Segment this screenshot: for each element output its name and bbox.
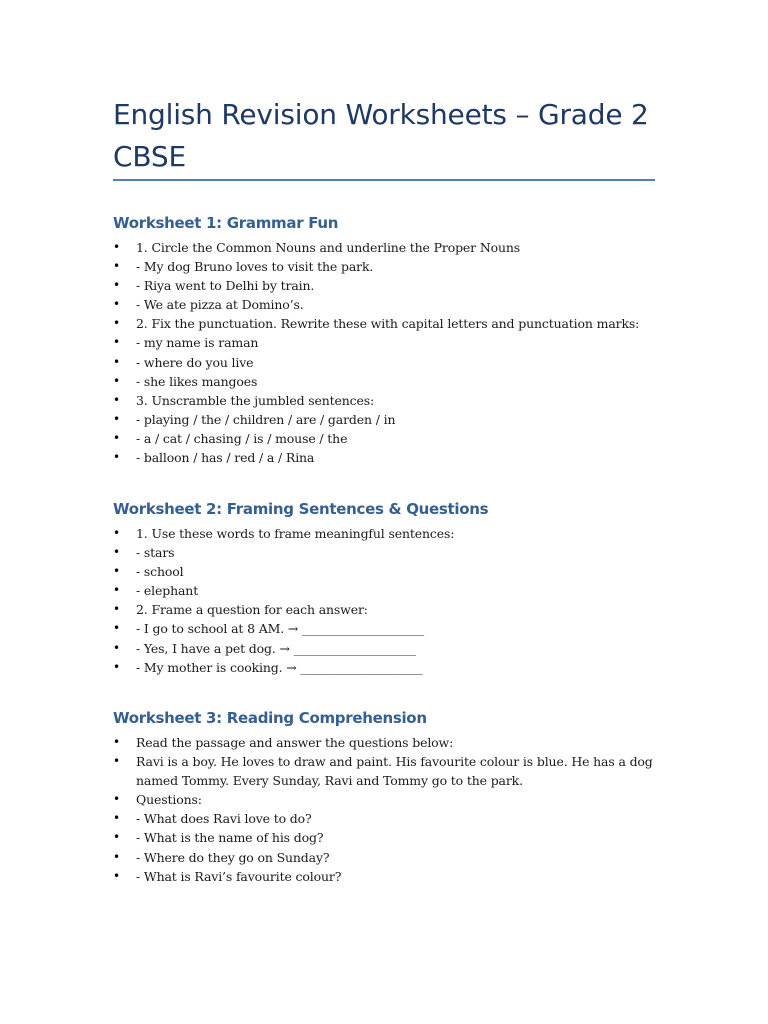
list-item-text: - stars <box>136 545 175 561</box>
list-item-text: - What is the name of his dog? <box>136 830 324 846</box>
list-item-text: - she likes mangoes <box>136 373 258 389</box>
list-item <box>113 238 673 257</box>
list-item-text: - We ate pizza at Domino’s. <box>136 297 304 313</box>
list-item-text: - where do you live <box>136 354 254 370</box>
worksheet-1-section <box>113 212 673 467</box>
list-item-text: Questions: <box>136 792 202 808</box>
bullet-icon: • <box>113 754 120 769</box>
list-item <box>113 733 673 752</box>
bullet-icon: • <box>113 811 120 826</box>
title-divider <box>113 179 655 181</box>
list-item <box>113 848 673 867</box>
list-item-text: - What does Ravi love to do? <box>136 811 312 827</box>
worksheet-2-heading: Worksheet 2: Framing Sentences & Questions <box>113 500 489 518</box>
bullet-icon: • <box>113 278 120 293</box>
worksheet-1-heading: Worksheet 1: Grammar Fun <box>113 214 339 232</box>
list-item-text: - Yes, I have a pet dog. → ____________________ <box>136 640 416 656</box>
list-item-text: - elephant <box>136 583 199 599</box>
bullet-icon: • <box>113 868 120 883</box>
bullet-icon: • <box>113 640 120 655</box>
list-item-text: - Riya went to Delhi by train. <box>136 278 315 294</box>
list-item <box>113 314 673 333</box>
worksheet-3-section <box>113 707 673 886</box>
list-item <box>113 276 673 295</box>
list-item-text: - balloon / has / red / a / Rina <box>136 450 315 466</box>
list-item-text: 1. Circle the Common Nouns and underline the Proper Nouns <box>136 240 521 255</box>
worksheet-2-list <box>113 524 673 677</box>
list-item <box>113 562 673 581</box>
bullet-icon: • <box>113 240 120 254</box>
bullet-icon: • <box>113 373 120 388</box>
bullet-icon: • <box>113 659 120 674</box>
bullet-icon: • <box>113 259 120 274</box>
list-item-text: - I go to school at 8 AM. → ____________________ <box>136 621 425 637</box>
list-item-text: - school <box>136 564 184 580</box>
bullet-icon: • <box>113 526 120 540</box>
list-item-text: 1. Use these words to frame meaningful sentences: <box>136 526 455 541</box>
list-item <box>113 524 673 543</box>
worksheet-2-section <box>113 498 673 677</box>
list-item-text: Ravi is a boy. He loves to draw and paint. His favourite colour is blue. He has a dog named Tommy. Every Sunday, Ravi and Tommy go to the park. <box>136 754 653 789</box>
bullet-icon: • <box>113 297 120 312</box>
list-item <box>113 295 673 314</box>
bullet-icon: • <box>113 830 120 845</box>
list-item-text: 2. Fix the punctuation. Rewrite these with capital letters and punctuation marks: <box>136 316 640 332</box>
list-item <box>113 581 673 600</box>
list-item-text: - playing / the / children / are / garden / in <box>136 411 396 427</box>
worksheet-3-list <box>113 733 673 886</box>
list-item <box>113 809 673 828</box>
bullet-icon: • <box>113 621 120 636</box>
list-item <box>113 372 673 391</box>
list-item <box>113 543 673 562</box>
list-item <box>113 333 673 352</box>
list-item-text: - a / cat / chasing / is / mouse / the <box>136 430 348 446</box>
list-item-text: - What is Ravi’s favourite colour? <box>136 868 342 884</box>
bullet-icon: • <box>113 316 120 331</box>
list-item <box>113 353 673 372</box>
bullet-icon: • <box>113 392 120 407</box>
list-item-text: Read the passage and answer the questions below: <box>136 735 454 750</box>
list-item <box>113 600 673 619</box>
document-title: English Revision Worksheets – Grade 2 CBSE <box>113 98 649 173</box>
list-item <box>113 429 673 448</box>
list-item <box>113 790 673 809</box>
list-item <box>113 619 673 638</box>
list-item <box>113 867 673 886</box>
list-item <box>113 752 673 790</box>
list-item-text: 2. Frame a question for each answer: <box>136 602 368 618</box>
list-item <box>113 828 673 847</box>
bullet-icon: • <box>113 545 120 560</box>
list-item <box>113 639 673 658</box>
list-item <box>113 448 673 467</box>
worksheet-1-list <box>113 238 673 467</box>
list-item-text: - my name is raman <box>136 335 259 351</box>
bullet-icon: • <box>113 411 120 426</box>
list-item <box>113 391 673 410</box>
bullet-icon: • <box>113 335 120 350</box>
worksheet-3-heading: Worksheet 3: Reading Comprehension <box>113 709 427 727</box>
list-item <box>113 658 673 677</box>
list-item <box>113 257 673 276</box>
bullet-icon: • <box>113 849 120 864</box>
bullet-icon: • <box>113 430 120 445</box>
list-item-text: - My dog Bruno loves to visit the park. <box>136 259 374 275</box>
bullet-icon: • <box>113 792 120 807</box>
list-item-text: - My mother is cooking. → ____________________ <box>136 659 423 675</box>
list-item-text: 3. Unscramble the jumbled sentences: <box>136 392 375 408</box>
list-item-text: - Where do they go on Sunday? <box>136 849 330 865</box>
bullet-icon: • <box>113 354 120 369</box>
bullet-icon: • <box>113 602 120 617</box>
bullet-icon: • <box>113 450 120 465</box>
bullet-icon: • <box>113 583 120 598</box>
list-item <box>113 410 673 429</box>
bullet-icon: • <box>113 564 120 579</box>
bullet-icon: • <box>113 735 120 749</box>
